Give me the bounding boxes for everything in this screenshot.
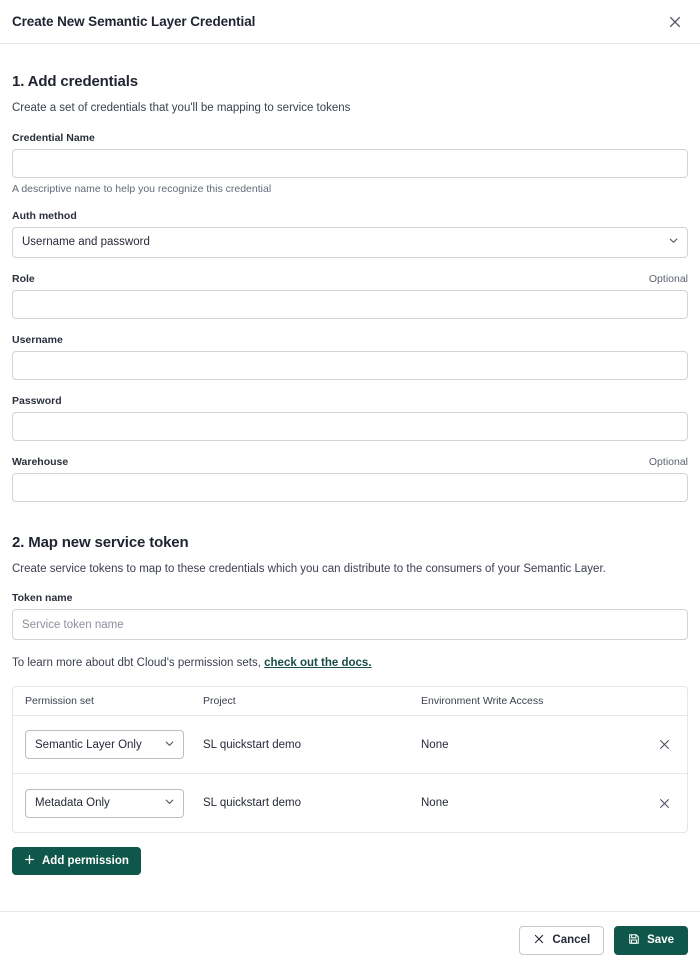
table-header-row: [13, 687, 687, 716]
remove-permission-icon[interactable]: [653, 734, 675, 756]
section-1-description: Create a set of credentials that you'll be mapping to service tokens: [12, 102, 351, 114]
docs-hint: [12, 657, 688, 669]
save-button[interactable]: [614, 926, 688, 955]
project-value: SL quickstart demo: [203, 797, 302, 810]
remove-permission-icon[interactable]: [653, 792, 675, 814]
auth-method-value: Username and password: [22, 236, 150, 249]
role-field: [12, 273, 688, 319]
project-value: SL quickstart demo: [203, 738, 302, 751]
token-name-label: Token name: [12, 592, 73, 605]
modal-body: [0, 44, 700, 911]
environment-write-access-value: None: [421, 738, 449, 751]
role-label: Role: [12, 272, 35, 285]
docs-link[interactable]: check out the docs.: [264, 657, 372, 670]
column-header-permission-set: Permission set: [25, 695, 94, 708]
plus-icon: [24, 854, 35, 868]
warehouse-optional-label: Optional: [648, 455, 688, 468]
table-row: [13, 716, 687, 774]
password-field: [12, 395, 688, 441]
permission-set-value: Semantic Layer Only: [35, 738, 142, 751]
chevron-down-icon: [164, 738, 175, 752]
token-name-input[interactable]: [12, 609, 688, 640]
page-title: Create New Semantic Layer Credential: [12, 14, 256, 29]
section-2-title: 2. Map new service token: [12, 533, 189, 551]
section-1-title: 1. Add credentials: [12, 73, 138, 90]
close-icon: [533, 933, 545, 948]
password-label: Password: [12, 394, 62, 407]
auth-method-select[interactable]: [12, 227, 688, 258]
warehouse-input[interactable]: [12, 473, 688, 502]
add-permission-button[interactable]: [12, 847, 141, 875]
role-optional-label: Optional: [648, 272, 688, 285]
modal-header: [0, 0, 700, 44]
credential-name-input[interactable]: [12, 149, 688, 178]
close-icon[interactable]: [664, 11, 686, 33]
warehouse-label: Warehouse: [12, 455, 69, 468]
permission-table: [12, 686, 688, 833]
permission-set-value: Metadata Only: [35, 797, 110, 810]
role-input[interactable]: [12, 290, 688, 319]
docs-hint-text: To learn more about dbt Cloud's permission sets,: [12, 657, 261, 670]
environment-write-access-value: None: [421, 797, 449, 810]
password-input[interactable]: [12, 412, 688, 441]
table-row: [13, 774, 687, 832]
credential-name-label: Credential Name: [12, 131, 95, 144]
save-disk-icon: [628, 933, 640, 948]
warehouse-field: [12, 456, 688, 502]
modal-footer: [0, 911, 700, 968]
save-label: Save: [647, 934, 674, 946]
permission-set-select[interactable]: [25, 730, 184, 759]
username-label: Username: [12, 333, 63, 346]
auth-method-label: Auth method: [12, 209, 77, 222]
column-header-project: Project: [203, 695, 236, 708]
credential-name-field: [12, 132, 688, 195]
cancel-button[interactable]: [519, 926, 604, 955]
username-field: [12, 334, 688, 380]
credential-name-hint: A descriptive name to help you recognize this credential: [12, 182, 272, 195]
column-header-environment-write-access: Environment Write Access: [421, 695, 544, 708]
chevron-down-icon: [164, 796, 175, 810]
section-2-description: Create service tokens to map to these credentials which you can distribute to the consumers of your Semantic Layer.: [12, 562, 606, 575]
permission-set-select[interactable]: [25, 789, 184, 818]
cancel-label: Cancel: [552, 934, 591, 946]
add-permission-label: Add permission: [42, 855, 129, 868]
auth-method-field: [12, 210, 688, 258]
username-input[interactable]: [12, 351, 688, 380]
token-name-field: [12, 592, 688, 640]
